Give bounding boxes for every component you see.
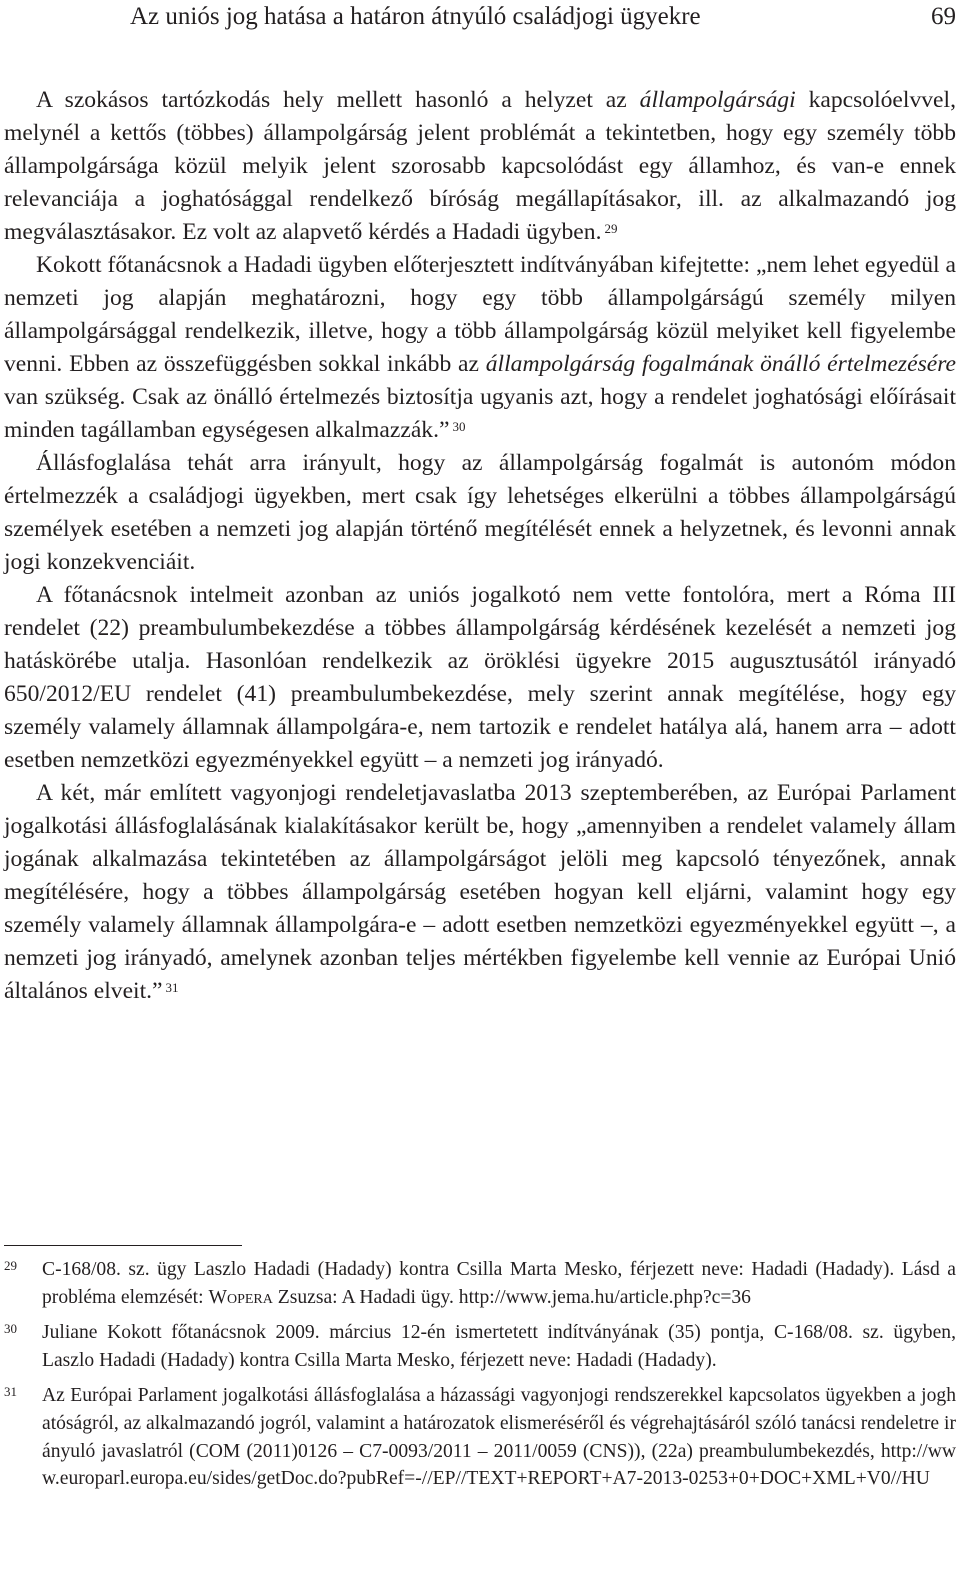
footnote-text-b[interactable]: Zsuzsa: A Hadadi ügy. http://www.jema.hu/article.php?c=36 [272,1286,751,1308]
paragraph-4: A főtanácsnok intelmeit azonban az uniós jogalkotó nem vette fontolóra, mert a Róma III rendelet (22) preambulumbekezdése a többes állampolgárság kérdésének kezelését a nemzeti jog hatáskörébe utalja. Hasonlóan rendelkezik az öröklési ügyekre 2015 augusztusától irányadó 650/2012/EU rendelet (41) preambulumbekezdése, mely szerint annak megítélése, hogy egy személy valamely államnak állampolgára-e, nem tartozik e rendelet hatálya alá, hanem arra – adott esetben nemzetközi egyezményekkel együtt – a nemzeti jog irányadó. [4,582,956,773]
footnote-divider [4,1245,242,1246]
page-number: 69 [931,3,956,30]
running-title: Az uniós jog hatása a határon átnyúló családjogi ügyekre [130,3,701,30]
footnote-30 [4,1319,956,1374]
paragraph-3: Állásfoglalása tehát arra irányult, hogy az állampolgárság fogalmát is autonóm módon értelmezzék a családjogi ügyekben, mert csak így lehetséges elkerülni a többes állampolgárságú személyek esetében a nemzeti jog alapján történő megítélését ennek a helyzetnek, és levonni annak jogi konzekvenciáit. [4,450,956,575]
running-head [130,2,956,32]
footnote-text[interactable]: Az Európai Parlament jogalkotási állásfoglalása a házassági vagyonjogi rendszerekkel kapcsolatos ügyekben a joghatóságról, az alkalmazandó jogról, valamint a határozatok elismeréséről és végrehajtásáról szóló tanácsi rendeletre irányuló javaslatról (COM (2011)0126 – C7-0093/2011 – 2011/0059 (CNS)), (22a) preambulumbekezdés, http://www.europarl.europa.eu/sides/getDoc.do?pubRef=-//EP//TEXT+REPORT+A7-2013-0253+0+DOC+XML+V0//HU [42,1385,956,1490]
footnotes [4,1256,956,1501]
footnote-ref-30[interactable]: 30 [452,419,466,434]
paragraph-2-text-b: van szükség. Csak az önálló értelmezés biztosítja ugyanis azt, hogy a rendelet joghatósági előírásait minden tagállamban egységesen alkalmazzák.” [4,384,956,443]
paragraph-1-emphasis: állampolgársági [639,87,796,113]
paragraph-2 [4,249,956,447]
footnote-31 [4,1382,956,1492]
footnote-number: 31 [4,1384,17,1400]
paragraph-5 [4,777,956,1008]
paragraph-1-text-b: kapcsolóelvvel, melynél a kettős (többes) állampolgárság jelent problémát a tekintetben, hogy egy személy több állampolgársága közül melyik jelent szorosabb kapcsolódást egy államhoz, és van-e ennek relevanciája a joghatósággal rendelkező bíróság megállapításakor, ill. az alkalmazandó jog megválasztásakor. Ez volt az alapvető kérdés a Hadadi ügyben. [4,87,956,245]
paragraph-2-text-a: Kokott főtanácsnok a Hadadi ügyben előterjesztett indítványában kifejtette: „nem lehet egyedül a nemzeti jog alapján meghatározni, hogy egy több állampolgárságú személy milyen állampolgársággal rendelkezik, illetve, hogy a több állampolgárság közül melyiket kell figyelembe venni. Ebben az összefüggésben sokkal inkább az [4,252,956,377]
paragraph-5-text: A két, már említett vagyonjogi rendeletjavaslatba 2013 szeptemberében, az Európai Parlament jogalkotási állásfoglalásának kialakításakor került be, hogy „amennyiben a rendelet valamely állam jogának alkalmazása tekintetében az állampolgárságot jelöli meg kapcsoló tényezőnek, annak megítélésére, hogy a többes állampolgárság esetében hogyan kell eljárni, valamint hogy egy személy valamely államnak állampolgára-e – adott esetben nemzetközi egyezményekkel együtt –, a nemzeti jog irányadó, amelynek azonban teljes mértékben figyelembe kell vennie az Európai Unió általános elveit.” [4,780,956,1004]
footnote-29 [4,1256,956,1311]
body-text [4,84,956,1008]
footnote-text: Juliane Kokott főtanácsnok 2009. március 12-én ismertetett indítványának (35) pontja, C-168/08. sz. ügyben, Laszlo Hadadi (Hadady) kontra Csilla Marta Mesko, férjezett neve: Hadadi (Hadady). [42,1322,956,1371]
footnote-number: 29 [4,1258,17,1273]
paragraph-2-emphasis: állampolgárság fogalmának önálló értelmezésére [485,351,957,377]
footnote-ref-29[interactable]: 29 [604,221,618,236]
footnote-author: Wopera [208,1286,273,1308]
paragraph-1 [4,84,956,249]
footnote-ref-31[interactable]: 31 [165,980,179,995]
footnote-text-a: C-168/08. sz. ügy Laszlo Hadadi (Hadady) kontra Csilla Marta Mesko, férjezett neve: Hadadi (Hadady). Lásd a probléma elemzését: [42,1259,956,1308]
footnote-number: 30 [4,1321,17,1337]
paragraph-1-text-a: A szokásos tartózkodás hely mellett hasonló a helyzet az [36,87,640,113]
